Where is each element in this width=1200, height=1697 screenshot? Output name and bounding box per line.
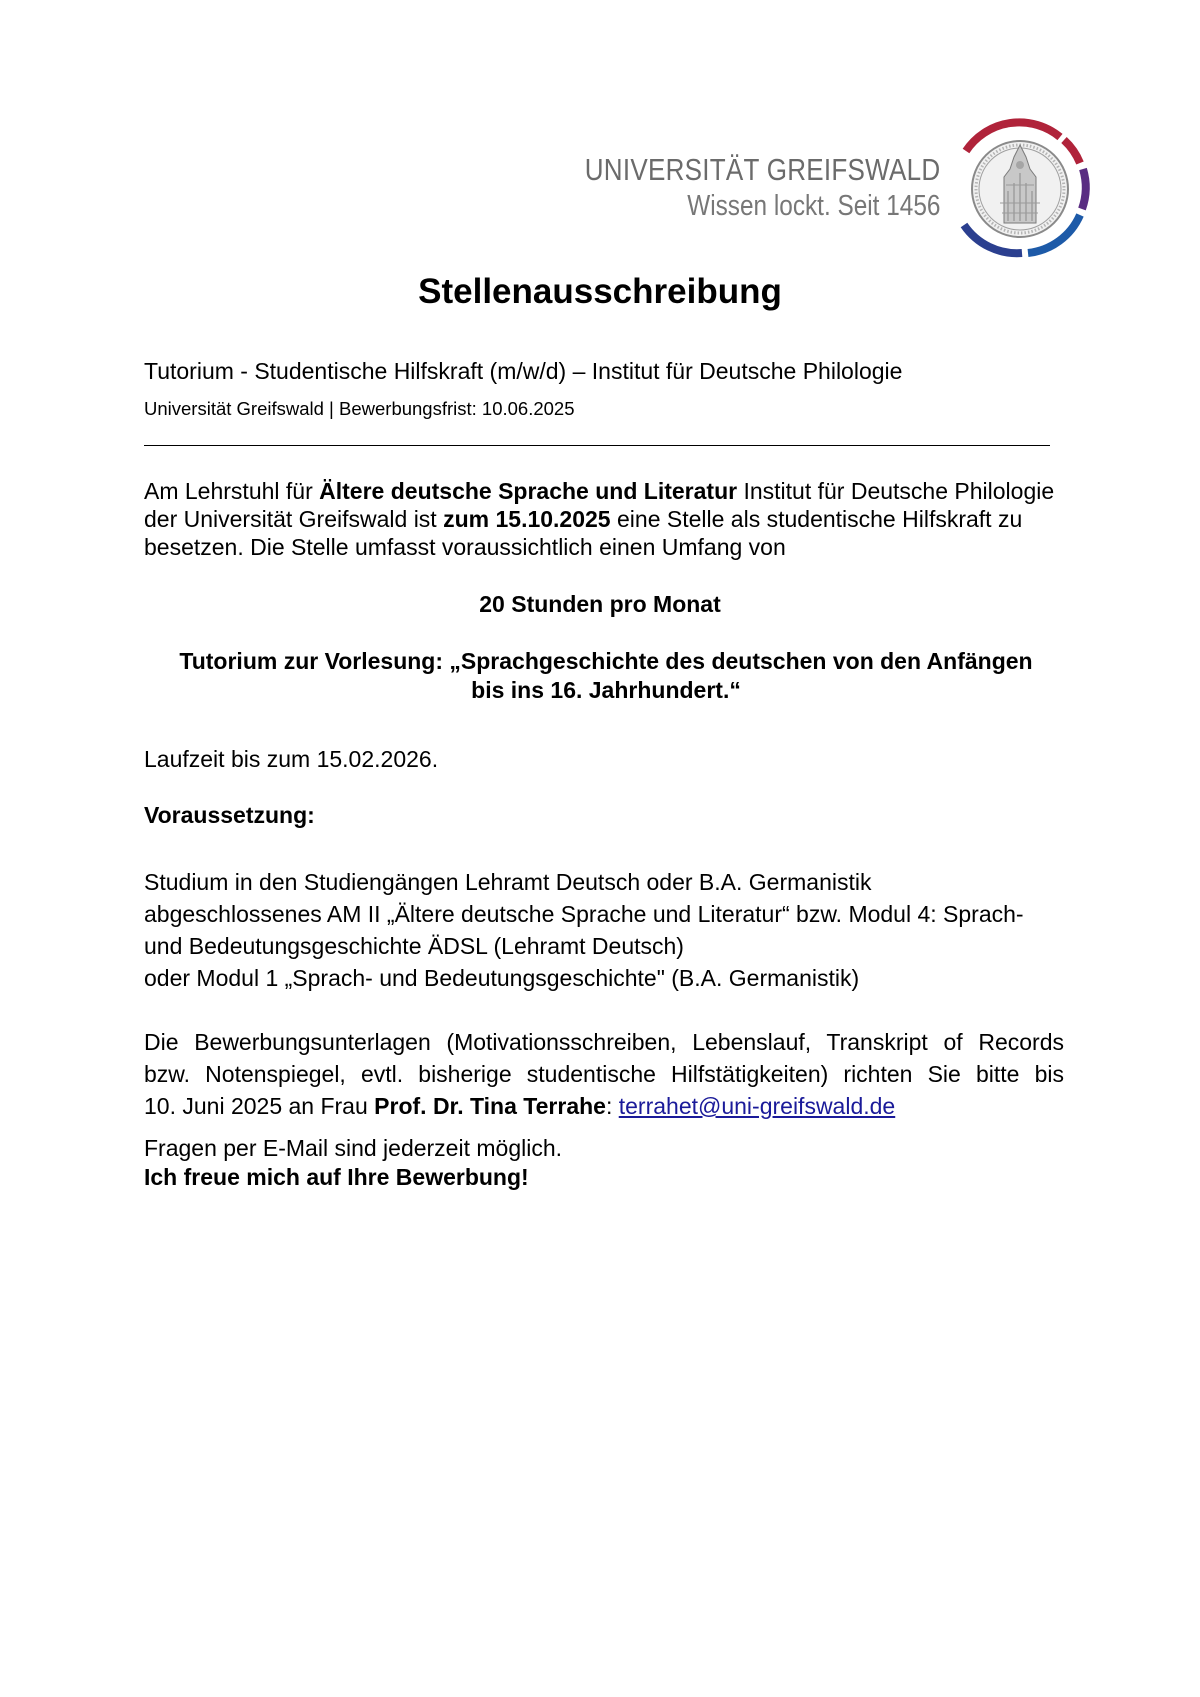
- seal-ring-purple: [1082, 169, 1086, 209]
- intro-text-3: eine Stelle als studentische Hilfskraft zu besetzen. Die Stelle umfasst voraussichtlich einen Umfang von: [144, 506, 1023, 560]
- hours-per-month: 20 Stunden pro Monat: [479, 591, 721, 617]
- tutorial-title: [144, 647, 1068, 705]
- requirements-heading: Voraussetzung:: [144, 802, 315, 828]
- tutorial-line-2: bis ins 16. Jahrhundert.“: [471, 677, 741, 703]
- contact-colon: :: [605, 1093, 619, 1119]
- application-line-1: Die Bewerbungsunterlagen (Motivationsschreiben, Lebenslauf, Transkript of Records: [144, 1029, 1064, 1055]
- university-motto: Wissen lockt. Seit 1456: [686, 190, 940, 222]
- runtime-text: Laufzeit bis zum 15.02.2026.: [144, 746, 439, 772]
- application-line-3-text: 10. Juni 2025 an Frau: [144, 1093, 375, 1119]
- requirement-line: und Bedeutungsgeschichte ÄDSL (Lehramt Deutsch): [144, 933, 684, 959]
- application-paragraph: [144, 1026, 1064, 1122]
- requirement-line: abgeschlossenes AM II „Ältere deutsche Sprache und Literatur“ bzw. Modul 4: Sprach-: [144, 901, 1024, 927]
- horizontal-divider: [144, 445, 1050, 446]
- application-line-2: bzw. Notenspiegel, evtl. bisherige studentische Hilfstätigkeiten) richten Sie bitte bis: [144, 1061, 1064, 1087]
- contact-email-link[interactable]: terrahet@uni-greifswald.de: [618, 1093, 896, 1119]
- intro-paragraph: [144, 477, 1064, 561]
- seal-ring-red-2: [1064, 140, 1080, 163]
- tutorial-line-1: Tutorium zur Vorlesung: „Sprachgeschichte des deutschen von den Anfängen: [179, 648, 1033, 674]
- deadline-meta: Universität Greifswald | Bewerbungsfrist: 10.06.2025: [144, 398, 575, 419]
- requirements-text: [144, 866, 1064, 994]
- contact-name: Prof. Dr. Tina Terrahe: [374, 1093, 606, 1119]
- university-seal-logo: [944, 113, 1096, 265]
- job-subtitle: Tutorium - Studentische Hilfskraft (m/w/d) – Institut für Deutsche Philologie: [144, 358, 903, 384]
- intro-text-1: Am Lehrstuhl für: [144, 478, 320, 504]
- university-name: UNIVERSITÄT GREIFSWALD: [584, 152, 940, 187]
- requirement-line: oder Modul 1 „Sprach- und Bedeutungsgeschichte" (B.A. Germanistik): [144, 965, 860, 991]
- closing-text: Ich freue mich auf Ihre Bewerbung!: [144, 1164, 529, 1190]
- requirement-line: Studium in den Studiengängen Lehramt Deutsch oder B.A. Germanistik: [144, 869, 872, 895]
- application-line-3: [144, 1090, 1064, 1122]
- chair-name: Ältere deutsche Sprache und Literatur: [319, 478, 738, 504]
- questions-text: Fragen per E-Mail sind jederzeit möglich.: [144, 1135, 563, 1161]
- intro-text-2: Institut für Deutsche Philologie der Universität Greifswald ist: [144, 478, 1055, 532]
- start-date: zum 15.10.2025: [443, 506, 611, 532]
- page-title: Stellenausschreibung: [418, 272, 782, 311]
